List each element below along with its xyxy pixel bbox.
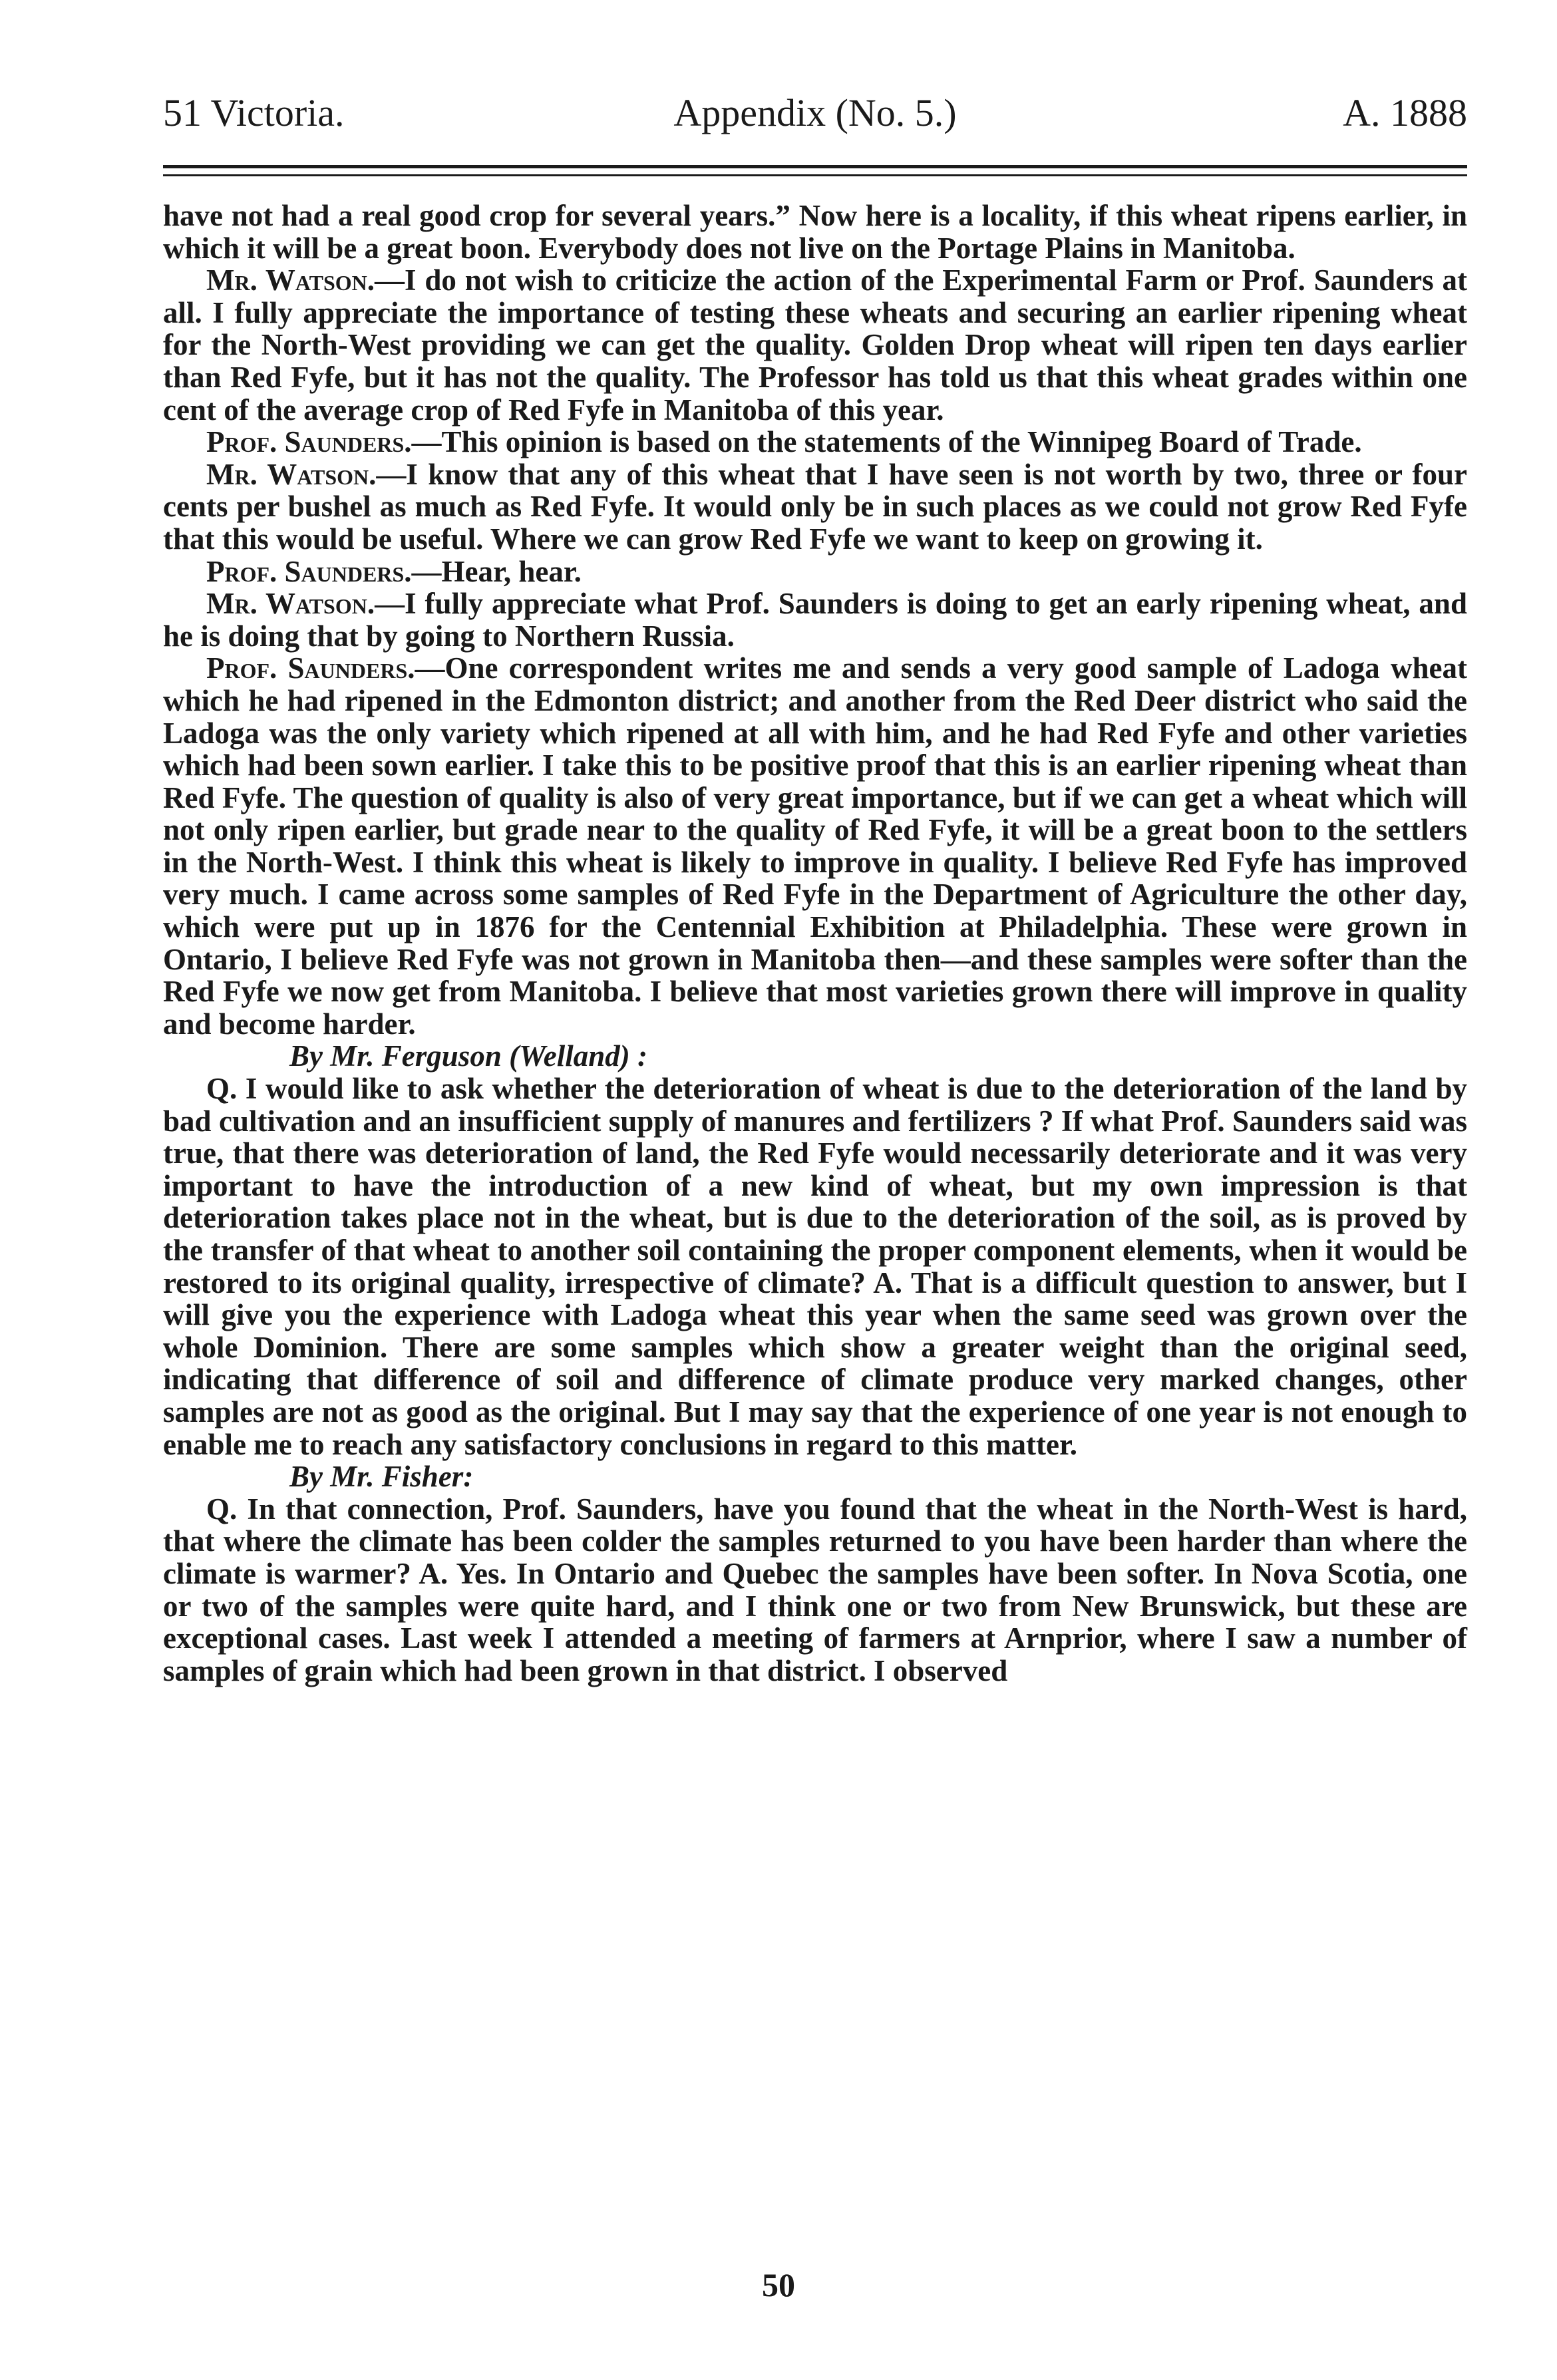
byline: By Mr. Ferguson (Welland) :	[289, 1039, 647, 1073]
body-text	[163, 200, 1467, 1687]
paragraph-text: —I know that any of this wheat that I have seen is not worth by two, three or four cents per bushel as much as Red Fyfe. It would only be in such places as we could not grow Red Fyfe that this would be useful. Where we can grow Red Fyfe we want to keep on growing it.	[163, 457, 1467, 556]
paragraph	[163, 264, 1467, 426]
running-header	[163, 86, 1467, 140]
paragraph-text: have not had a real good crop for several years.” Now here is a locality, if this wheat ripens earlier, in which it will be a great boon. Everybody does not live on the Portage Plains in Manitoba.	[163, 199, 1467, 265]
paragraph	[163, 588, 1467, 652]
paragraph-text: —One correspondent writes me and sends a very good sample of Ladoga wheat which he had ripened in the Edmonton district; and another from the Red Deer district who said the Ladoga was the only variety which ripened at all with him, and he had Red Fyfe and other varieties which had been sown earlier. I take this to be positive proof that this is an earlier ripening wheat than Red Fyfe. The question of quality is also of very great importance, but if we can get a wheat which will not only ripen earlier, but grade near to the quality of Red Fyfe, it will be a great boon to the settlers in the North-West. I think this wheat is likely to improve in quality. I believe Red Fyfe has improved very much. I came across some samples of Red Fyfe in the Department of Agriculture the other day, which were put up in 1876 for the Centennial Exhibition at Philadelphia. These were grown in Ontario, I believe Red Fyfe was not grown in Manitoba then—and these samples were softer than the Red Fyfe we now get from Manitoba. I believe that most varieties grown there will improve in quality and become harder.	[163, 651, 1468, 1041]
speaker: Mr. Watson.	[206, 457, 377, 491]
speaker: Prof. Saunders.	[206, 554, 412, 588]
byline: By Mr. Fisher:	[289, 1460, 474, 1494]
header-appendix: Appendix (No. 5.)	[673, 91, 957, 134]
paragraph	[163, 556, 1467, 588]
paragraph	[163, 652, 1467, 1040]
paragraph	[163, 458, 1467, 556]
paragraph	[163, 200, 1467, 264]
paragraph-text: —I fully appreciate what Prof. Saunders is doing to get an early ripening wheat, and he is doing that by going to Northern Russia.	[163, 587, 1467, 653]
question-answer: Q. In that connection, Prof. Saunders, have you found that the wheat in the North-West is hard, that where the climate has been colder the samples returned to you have been harder than where the climate is warmer? A. Yes. In Ontario and Quebec the samples have been softer. In Nova Scotia, one or two of the samples were quite hard, and I think one or two from New Brunswick, but these are exceptional cases. Last week I attended a meeting of farmers at Arnprior, where I saw a number of samples of grain which had been grown in that district. I observed	[163, 1492, 1467, 1687]
paragraph-text: —I do not wish to criticize the action of the Experimental Farm or Prof. Saunders at all. I fully appreciate the importance of testing these wheats and securing an earlier ripening wheat for the North-West providing we can get the quality. Golden Drop wheat will ripen ten days earlier than Red Fyfe, but it has not the quality. The Professor has told us that this wheat grades within one cent of the average crop of Red Fyfe in Manitoba of this year.	[163, 263, 1467, 426]
speaker: Prof. Saunders.	[206, 425, 412, 459]
question-answer: Q. I would like to ask whether the deterioration of wheat is due to the deterioration of the land by bad cultivation and an insufficient supply of manures and fertilizers ? If what Prof. Saunders said was true, that there was deterioration of land, the Red Fyfe would necessarily deteriorate and it was very important to have the introduction of a new kind of wheat, but my own impression is that deterioration takes place not in the wheat, but is due to the deterioration of the soil, as is proved by the transfer of that wheat to another soil containing the proper component elements, when it would be restored to its original quality, irrespective of climate? A. That is a difficult question to answer, but I will give you the experience with Ladoga wheat this year when the same seed was grown over the whole Dominion. There are some samples which show a greater weight than the original seed, indicating that difference of soil and difference of climate produce very marked changes, other samples are not as good as the original. But I may say that the experience of one year is not enough to enable me to reach any satisfactory conclusions in regard to this matter.	[163, 1072, 1467, 1461]
speaker: Prof. Saunders.	[206, 651, 415, 685]
paragraph	[163, 426, 1467, 458]
header-year: A. 1888	[1343, 91, 1467, 134]
header-session: 51 Victoria.	[163, 91, 345, 134]
paragraph-text: —This opinion is based on the statements of the Winnipeg Board of Trade.	[411, 425, 1362, 459]
paragraph-text: —Hear, hear.	[411, 554, 582, 588]
speaker: Mr. Watson.	[206, 263, 375, 297]
header-rule-thin	[163, 174, 1467, 176]
header-rule-thick	[163, 165, 1467, 168]
speaker: Mr. Watson.	[206, 587, 375, 621]
page-number: 50	[762, 2266, 795, 2303]
